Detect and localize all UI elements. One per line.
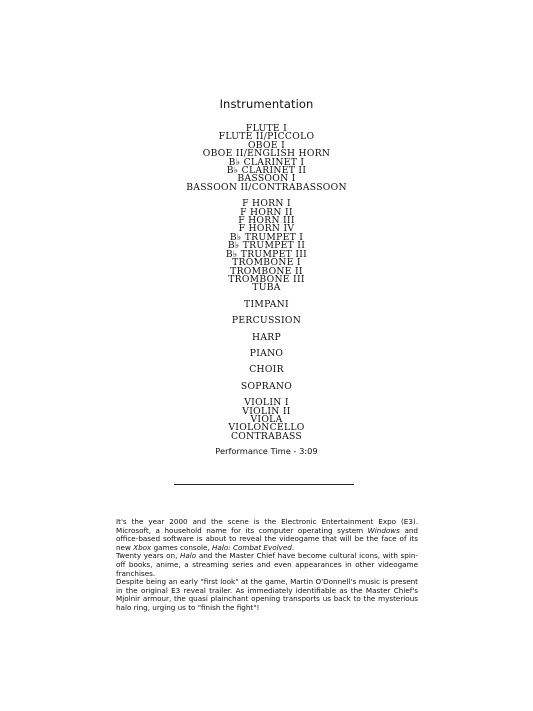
performance-time: Performance Time - 3:09 <box>215 446 318 456</box>
instrument-name: BASSOON II/CONTRABASSOON <box>186 181 347 193</box>
instrument-name: F HORN I <box>242 198 291 210</box>
instrument-name: B♭ TRUMPET I <box>229 231 304 243</box>
instrument-name: B♭ CLARINET II <box>226 165 307 177</box>
instrument-name: CONTRABASS <box>230 430 303 442</box>
instrument-name: HARP <box>252 331 281 343</box>
instrument-name: BASSOON I <box>237 173 296 185</box>
page-title: Instrumentation <box>219 97 314 111</box>
instrument-name: TUBA <box>252 282 281 294</box>
instrument-group <box>0 125 533 192</box>
instrument-name: F HORN IV <box>238 223 295 235</box>
instrument-name: OBOE I <box>247 139 286 151</box>
instrument-name: VIOLONCELLO <box>228 422 305 434</box>
instrument-name: TROMBONE III <box>228 273 305 285</box>
instrument-group <box>0 298 533 310</box>
instrument-name: FLUTE II/PICCOLO <box>218 131 315 143</box>
instrument-name: VIOLIN I <box>244 397 289 409</box>
notes-paragraph-2: Twenty years on, Halo and the Master Chief have become cultural icons, with spin-off books, anime, a streaming series and even appearances in other videogame franchises. <box>116 551 419 578</box>
instrument-group <box>0 399 533 441</box>
divider-rule <box>174 484 354 485</box>
instrument-name: F HORN II <box>240 206 293 218</box>
instrument-name: SOPRANO <box>240 380 293 392</box>
instrument-group <box>0 366 533 374</box>
instrument-name: PIANO <box>249 347 284 359</box>
instrument-group <box>0 200 533 292</box>
notes-paragraph-1: It's the year 2000 and the scene is the Electronic Entertainment Expo (E3). Microsoft, a household name for its computer operating system Windows and office-based software is about to reveal the videogame that will be the face of its new Xbox games console, Halo: Combat Evolved. <box>116 517 418 552</box>
instrument-name: VIOLIN II <box>242 405 291 417</box>
instrument-name: B♭ TRUMPET III <box>225 248 308 260</box>
instrument-name: TROMBONE II <box>230 265 303 277</box>
instrument-name: F HORN III <box>238 215 295 227</box>
instrument-name: VIOLA <box>250 413 283 425</box>
instrument-name: CHOIR <box>249 364 284 376</box>
instrument-group <box>0 331 533 343</box>
instrument-name: OBOE II/ENGLISH HORN <box>202 148 331 160</box>
instrument-name: FLUTE I <box>245 123 288 134</box>
instrument-group <box>0 347 533 359</box>
instrument-name: B♭ TRUMPET II <box>227 240 306 252</box>
instrument-name: B♭ CLARINET I <box>228 156 305 168</box>
instrument-group <box>0 317 533 325</box>
instrument-name: TIMPANI <box>244 298 289 310</box>
instrument-name: PERCUSSION <box>231 315 302 327</box>
instrument-group <box>0 380 533 392</box>
notes-paragraph-3: Despite being an early "first look" at the game, Martin O'Donnell's music is present in the original E3 reveal trailer. As immediately identifiable as the Master Chief's Mjolnir armour, the quasi plainchant opening transports us back to the mysterious halo ring, urging us to "finish the fight"! <box>116 577 418 612</box>
instrument-name: TROMBONE I <box>232 257 301 269</box>
program-notes <box>116 518 418 613</box>
instrument-list <box>0 125 533 441</box>
